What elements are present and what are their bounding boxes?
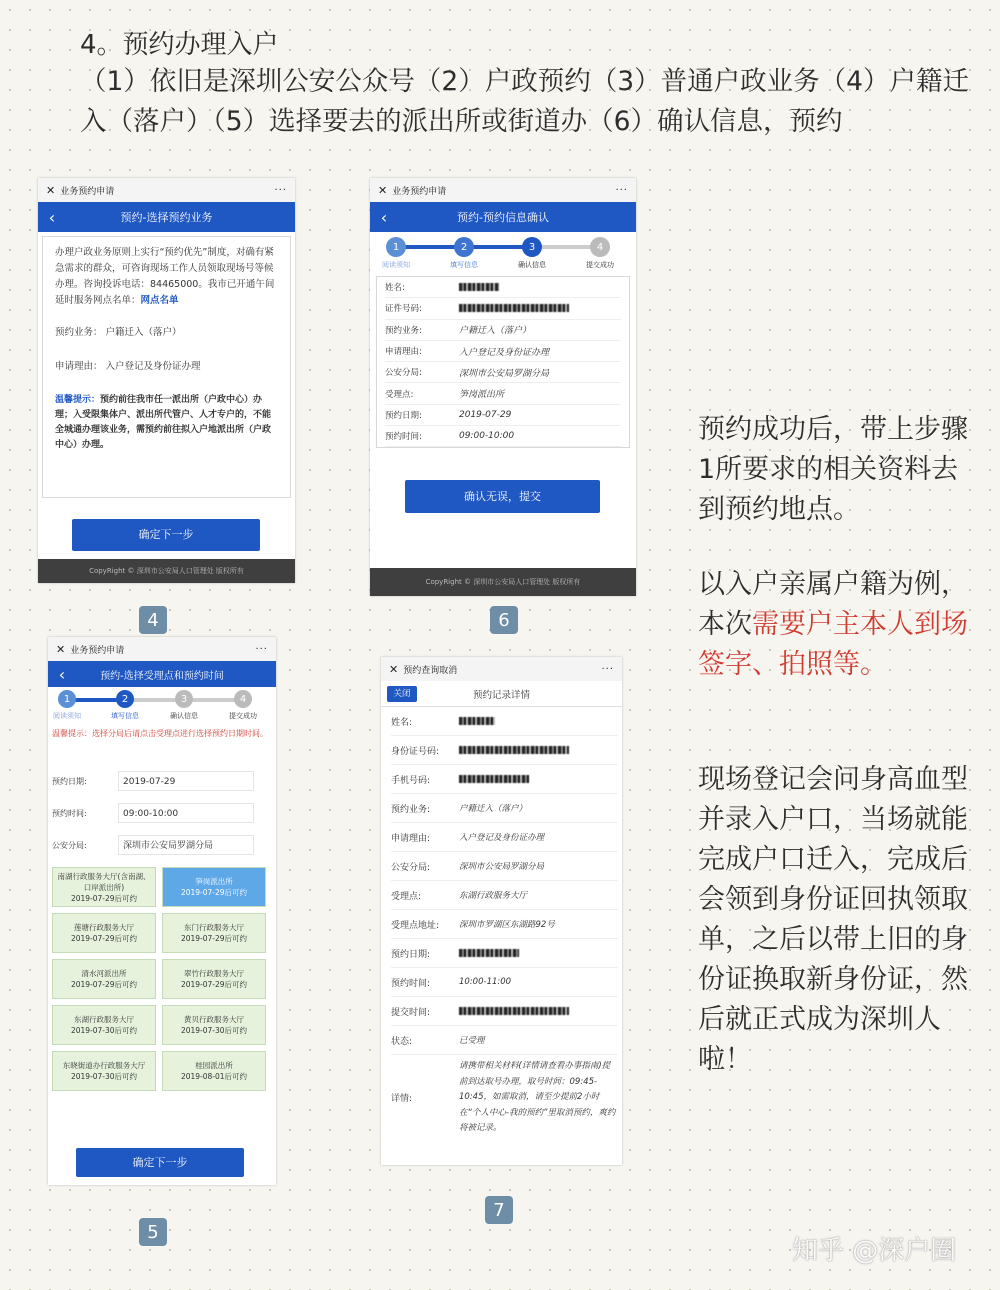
record-label: 身份证号码:	[391, 746, 440, 757]
wechat-title-bar	[370, 178, 636, 202]
redacted-value	[459, 775, 529, 783]
info-row	[385, 426, 621, 447]
wechat-title-bar	[48, 637, 276, 661]
info-value: 2019-07-29	[459, 409, 512, 420]
office-name: 莲塘行政服务大厅	[74, 923, 134, 932]
form-card	[42, 236, 291, 498]
field-label: 公安分局:	[52, 840, 87, 850]
record-value: 深圳市公安局罗湖分局	[459, 862, 545, 872]
record-row	[391, 794, 618, 823]
record-label: 预约时间:	[391, 978, 431, 989]
notice-text: 办理户政业务原则上实行“预约优先”制度，对确有紧急需求的群众，可咨询现场工作人员领取现场号等候办理。咨询投诉电话：84465000。我市已开通午间延时服务网点名单：网点名单	[55, 247, 275, 306]
redacted-value	[459, 283, 499, 291]
info-label: 预约时间:	[385, 432, 422, 443]
redacted-value	[459, 746, 569, 754]
intro-text: （1）依旧是深圳公安公众号（2）户政预约（3）普通户政业务（4）户籍迁入（落户）（5）选择要去的派出所或街道办（6）确认信息，预约	[80, 66, 969, 137]
step-dot-3: 3	[175, 690, 193, 708]
office-available-date: 2019-07-29后可约	[70, 980, 138, 989]
office-available-date: 2019-07-30后可约	[70, 1072, 138, 1081]
close-icon[interactable]: ✕	[389, 662, 399, 676]
info-value: 笋岗派出所	[459, 390, 505, 401]
detail-value: 请携带相关材料(详情请查看办事指南)提前到达取号办理，取号时间：09:45-10:45，如需取消，请至少提前2小时在“个人中心-我的预约”里取消预约，爽约将被记录。	[459, 1061, 616, 1133]
step-label-3: 确认信息	[518, 261, 546, 269]
reason-value[interactable]: 入户登记及身份证办理	[105, 361, 201, 372]
record-label: 提交时间:	[391, 1007, 431, 1018]
highlight-text: 需要户主本人到场签字、拍照等。	[698, 609, 968, 680]
wechat-page-title: 业务预约申请	[60, 186, 115, 197]
close-icon[interactable]: ✕	[56, 642, 66, 656]
step-badge-6: 6	[490, 606, 518, 634]
record-value: 入户登记及身份证办理	[459, 833, 545, 843]
step-label-4: 提交成功	[229, 712, 257, 720]
field-row	[52, 797, 272, 829]
info-label: 证件号码:	[385, 304, 422, 315]
office-name: 笋岗派出所	[195, 877, 233, 886]
back-arrow-icon[interactable]: ‹	[48, 207, 56, 227]
record-value: 10:00-11:00	[459, 977, 512, 987]
record-value: 深圳市罗湖区东湖路92号	[459, 920, 555, 930]
record-row	[391, 852, 618, 881]
record-row	[391, 1026, 618, 1055]
record-title: 预约记录详情	[472, 689, 530, 701]
reason-row	[55, 359, 278, 375]
step-label-1: 阅读须知	[382, 261, 410, 269]
field-row	[52, 765, 272, 797]
info-label: 姓名:	[385, 283, 405, 294]
record-row	[391, 939, 618, 968]
record-label: 状态:	[391, 1036, 413, 1047]
redacted-value	[459, 304, 569, 312]
info-value: 入户登记及身份证办理	[459, 347, 550, 358]
office-option[interactable]	[52, 867, 156, 907]
info-row	[385, 383, 621, 404]
business-row	[55, 325, 278, 341]
screenshot-6	[370, 178, 636, 596]
office-grid	[48, 861, 276, 1091]
step-badge-4: 4	[139, 606, 167, 634]
info-label: 预约日期:	[385, 410, 422, 421]
step-dot-4: 4	[590, 237, 610, 257]
confirm-info-card	[376, 276, 630, 448]
more-icon[interactable]: ···	[615, 184, 628, 196]
record-row	[391, 997, 618, 1026]
reason-label: 申请理由：	[55, 361, 103, 372]
info-value: 户籍迁入（落户）	[459, 326, 532, 337]
next-step-button[interactable]: 确定下一步	[72, 519, 260, 551]
office-name: 南湖行政服务大厅(含南湖、口岸派出所)	[57, 871, 151, 892]
record-row	[391, 707, 618, 736]
redacted-value	[459, 949, 519, 957]
info-label: 受理点:	[385, 389, 414, 400]
step-dot-1: 1	[386, 237, 406, 257]
warm-tip: 温馨提示：预约前往我市任一派出所（户政中心）办理；入受限集体户、派出所代管户、人才专户的，不能全城通办理该业务，需预约前往拟入户地派出所（户政中心）办理。	[55, 395, 272, 450]
close-icon[interactable]: ✕	[46, 183, 56, 197]
wechat-page-title: 业务预约申请	[70, 645, 125, 656]
more-icon[interactable]: ···	[255, 643, 268, 655]
step-label-3: 确认信息	[170, 712, 198, 720]
next-step-button[interactable]: 确定下一步	[76, 1148, 244, 1177]
business-value[interactable]: 户籍迁入（落户）	[105, 327, 182, 338]
screenshot-4	[38, 178, 295, 583]
wechat-page-title: 预约查询取消	[403, 665, 458, 676]
step-dot-1: 1	[58, 690, 76, 708]
nav-title: 预约-预约信息确认	[457, 211, 549, 224]
info-label: 预约业务:	[385, 325, 422, 336]
watermark: 知乎 @深户圈	[792, 1236, 957, 1266]
step-label-2: 填写信息	[111, 712, 139, 720]
screenshot-5	[48, 637, 276, 1185]
record-label: 受理点地址:	[391, 920, 440, 931]
back-arrow-icon[interactable]: ‹	[58, 664, 66, 684]
nav-title: 预约-选择预约业务	[120, 211, 213, 224]
record-label: 姓名:	[391, 717, 413, 728]
record-value: 东湖行政服务大厅	[459, 891, 528, 901]
record-row	[391, 823, 618, 852]
nav-bar	[48, 661, 276, 687]
office-option[interactable]	[52, 913, 156, 953]
back-arrow-icon[interactable]: ‹	[380, 207, 388, 227]
step-dot-4: 4	[234, 690, 252, 708]
office-name: 清水河派出所	[81, 969, 127, 978]
office-available-date: 2019-07-29后可约	[180, 888, 248, 897]
record-label: 手机号码:	[391, 775, 431, 786]
office-name: 桂园派出所	[195, 1061, 233, 1070]
office-available-date: 2019-07-29后可约	[70, 893, 138, 903]
confirm-submit-button[interactable]: 确认无误，提交	[405, 480, 600, 513]
selection-fields	[48, 765, 276, 861]
office-available-date: 2019-07-30后可约	[70, 1026, 138, 1035]
screenshot-7	[381, 657, 622, 1165]
office-name: 东湖行政服务大厅	[74, 1015, 134, 1024]
office-name: 黄贝行政服务大厅	[184, 1015, 244, 1024]
warm-tip: 温馨提示：选择分局后请点击受理点进行选择预约日期时间。	[52, 729, 268, 738]
info-row	[385, 320, 621, 341]
info-label: 公安分局:	[385, 368, 422, 379]
record-label: 预约日期:	[391, 949, 431, 960]
side-paragraph-1: 预约成功后，带上步骤1所要求的相关资料去到预约地点。	[698, 414, 968, 525]
redacted-value	[459, 717, 495, 725]
wechat-title-bar	[381, 657, 622, 681]
more-icon[interactable]: ···	[601, 663, 614, 675]
field-label: 预约时间:	[52, 808, 87, 818]
office-name: 翠竹行政服务大厅	[184, 969, 244, 978]
section-heading: 4。预约办理入户	[80, 30, 279, 60]
record-label: 申请理由:	[391, 833, 431, 844]
info-value: 深圳市公安局罗湖分局	[459, 368, 550, 379]
record-row	[391, 968, 618, 997]
office-available-date: 2019-07-30后可约	[180, 1026, 248, 1035]
office-available-date: 2019-07-29后可约	[180, 934, 248, 943]
progress-steps	[48, 687, 276, 723]
nav-bar	[370, 202, 636, 232]
record-row	[391, 765, 618, 794]
field-value[interactable]: 09:00-10:00	[118, 803, 254, 823]
record-row	[391, 910, 618, 939]
record-row	[391, 736, 618, 765]
office-option[interactable]	[52, 959, 156, 999]
detail-label: 详情:	[391, 1094, 413, 1105]
office-option[interactable]	[52, 1051, 156, 1091]
wechat-title-bar	[38, 178, 295, 202]
info-value: 09:00-10:00	[459, 431, 515, 442]
step-dot-2: 2	[116, 690, 134, 708]
record-value: 已受理	[459, 1036, 485, 1046]
record-label: 受理点:	[391, 891, 422, 902]
office-available-date: 2019-07-29后可约	[70, 934, 138, 943]
network-list-link[interactable]: 网点名单	[140, 295, 179, 306]
office-option[interactable]	[52, 1005, 156, 1045]
office-available-date: 2019-08-01后可约	[180, 1072, 248, 1081]
step-label-1: 阅读须知	[53, 712, 81, 720]
office-name: 东晓街道办行政服务大厅	[62, 1061, 146, 1070]
step-badge-5: 5	[139, 1218, 167, 1246]
nav-title: 预约-选择受理点和预约时间	[100, 670, 224, 682]
close-button[interactable]: 关闭	[387, 686, 417, 702]
record-label: 公安分局:	[391, 862, 431, 873]
info-label: 申请理由:	[385, 347, 422, 358]
record-label: 预约业务:	[391, 804, 431, 815]
office-option[interactable]	[162, 913, 266, 953]
office-option[interactable]	[162, 1051, 266, 1091]
redacted-value	[459, 1007, 569, 1015]
step-badge-7: 7	[485, 1196, 513, 1224]
field-label: 预约日期:	[52, 776, 87, 786]
step-dot-2: 2	[454, 237, 474, 257]
record-rows	[381, 707, 622, 1055]
office-name: 东门行政服务大厅	[184, 923, 244, 932]
info-row	[385, 341, 621, 362]
copyright-footer: CopyRight © 深圳市公安局人口管理处 版权所有	[370, 568, 636, 596]
field-value[interactable]: 2019-07-29	[118, 771, 254, 791]
step-dot-3: 3	[522, 237, 542, 257]
detail-row	[381, 1055, 622, 1137]
wechat-page-title: 业务预约申请	[392, 186, 447, 197]
office-option[interactable]	[162, 867, 266, 907]
more-icon[interactable]: ···	[274, 184, 287, 196]
copyright-footer: CopyRight © 深圳市公安局人口管理处 版权所有	[38, 559, 295, 583]
nav-bar	[38, 202, 295, 232]
step-label-2: 填写信息	[450, 261, 478, 269]
progress-steps	[370, 232, 636, 272]
record-row	[391, 881, 618, 910]
side-paragraph-2: 以入户亲属户籍为例，本次需要户主本人到场签字、拍照等。	[698, 569, 968, 680]
record-value: 户籍迁入（落户）	[459, 804, 528, 814]
info-row	[385, 298, 621, 319]
field-value[interactable]: 深圳市公安局罗湖分局	[118, 835, 254, 855]
business-label: 预约业务：	[55, 327, 103, 338]
side-paragraph-3: 现场登记会问身高血型并录入户口，当场就能完成户口迁入，完成后会领到身份证回执领取单，之后以带上旧的身份证换取新身份证，然后就正式成为深圳人啦！	[698, 764, 968, 1075]
field-row	[52, 829, 272, 861]
close-icon[interactable]: ✕	[378, 183, 388, 197]
office-option[interactable]	[162, 1005, 266, 1045]
info-row	[385, 277, 621, 298]
info-row	[385, 362, 621, 383]
step-label-4: 提交成功	[586, 261, 614, 269]
office-option[interactable]	[162, 959, 266, 999]
office-available-date: 2019-07-29后可约	[180, 980, 248, 989]
info-row	[385, 405, 621, 426]
record-header	[381, 681, 622, 707]
